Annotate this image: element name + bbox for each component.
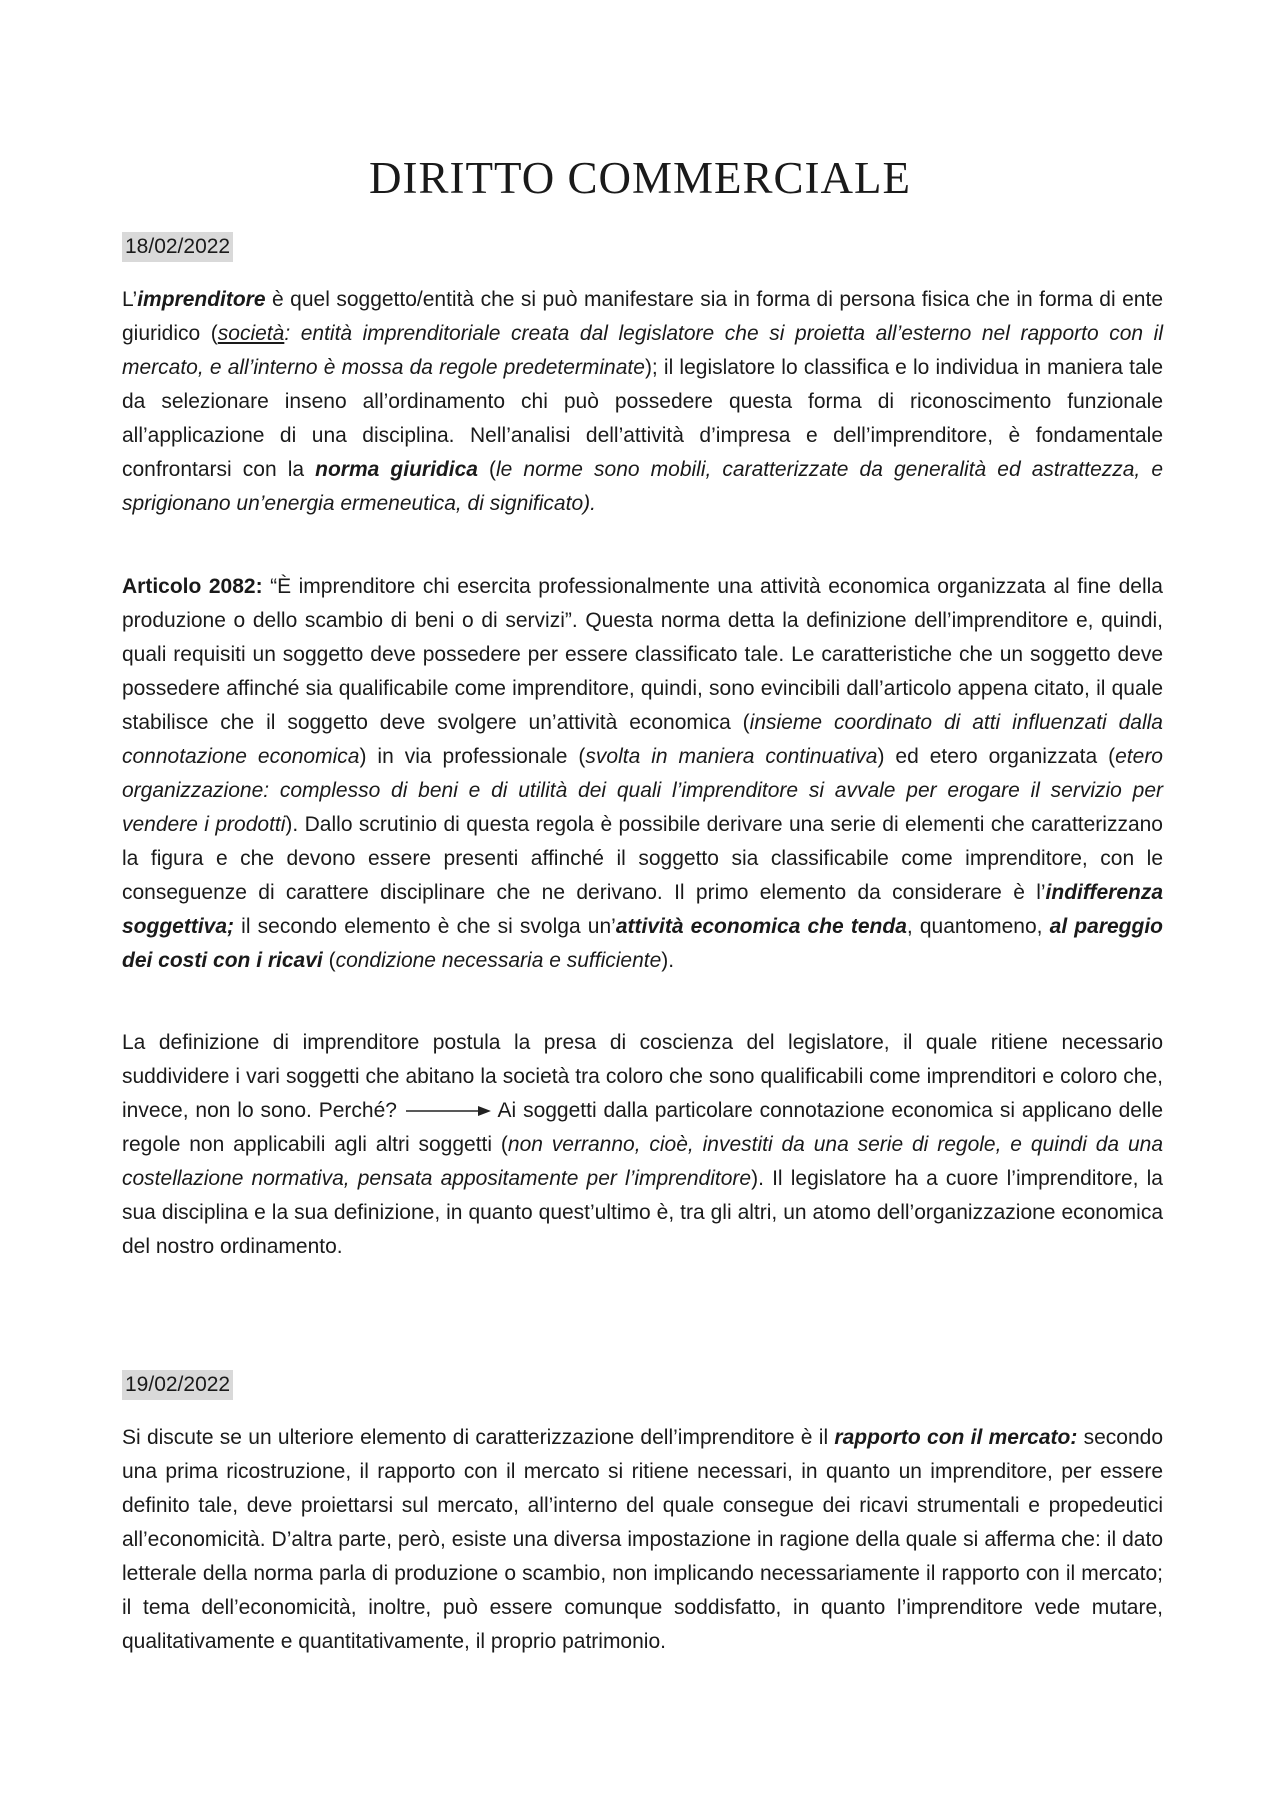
section-date: 19/02/2022 xyxy=(122,1370,233,1400)
document-title: DIRITTO COMMERCIALE xyxy=(369,153,911,203)
paragraph-imprenditore: L’imprenditore è quel soggetto/entità che si può manifestare sia in forma di persona fisica che in forma di ente giuridico (società: entità imprenditoriale creata dal legislatore che si proietta all’esterno nel rapporto con il mercato, e all’interno è mossa da regole predeterminate); il legislatore lo classifica e lo individua in maniera tale da selezionare inseno all’ordinamento chi può possedere questa forma di riconoscimento funzionale all’applicazione di una disciplina. Nell’analisi dell’attività d’impresa e dell’imprenditore, è fondamentale confrontarsi con la norma giuridica (le norme sono mobili, caratterizzate da generalità ed astrattezza, e sprigionano un’energia ermeneutica, di significato). xyxy=(122,288,1164,515)
paragraph-articolo-2082: Articolo 2082: “È imprenditore chi esercita professionalmente una attività economica organizzata al fine della produzione o dello scambio di beni o di servizi”. Questa norma detta la definizione dell’imprenditore e, quindi, quali requisiti un soggetto deve possedere per essere classificato tale. Le caratteristiche che un soggetto deve possedere affinché sia qualificabile come imprenditore, quindi, sono evincibili dall’articolo appena citato, il quale stabilisce che il soggetto deve svolgere un’attività economica (insieme coordinato di atti influenzati dalla connotazione economica) in via professionale (svolta in maniera continuativa) ed etero organizzata (etero organizzazione: complesso di beni e di utilità dei quali l’imprenditore si avvale per erogare il servizio per vendere i prodotti). Dallo scrutinio di questa regola è possibile derivare una serie di elementi che caratterizzano la figura e che devono essere presenti affinché il soggetto sia classificabile come imprenditore, con le conseguenze di carattere disciplinare che ne derivano. Il primo elemento da considerare è l’indifferenza soggettiva; il secondo elemento è che si svolga un’attività economica che tenda, quantomeno, al pareggio dei costi con i ricavi (condizione necessaria e sufficiente). xyxy=(122,575,1163,972)
paragraph-rapporto-mercato: Si discute se un ulteriore elemento di caratterizzazione dell’imprenditore è il rapporto con il mercato: secondo una prima ricostruzione, il rapporto con il mercato si ritiene necessari, in quanto un imprenditore, per essere definito tale, deve proiettarsi sul mercato, all’interno del quale consegue dei ricavi strumentali e propedeutici all’economicità. D’altra parte, però, esiste una diversa impostazione in ragione della quale si afferma che: il dato letterale della norma parla di produzione o scambio, non implicando necessariamente il rapporto con il mercato; il tema dell’economicità, inoltre, può essere comunque soddisfatto, in quanto l’imprenditore vede mutare, qualitativamente e quantitativamente, il proprio patrimonio. xyxy=(122,1426,1164,1653)
arrow-right-icon xyxy=(404,1105,492,1117)
paragraph-definizione: La definizione di imprenditore postula la presa di coscienza del legislatore, il quale ritiene necessario suddividere i vari soggetti che abitano la società tra coloro che sono qualificabili come imprenditori e coloro che, invece, non lo sono. Perché? Ai soggetti dalla particolare connotazione economica si applicano delle regole non applicabili agli altri soggetti (non verranno, cioè, investiti da una serie di regole, e quindi da una costellazione normativa, pensata appositamente per l’imprenditore). Il legislatore ha a cuore l’imprenditore, la sua disciplina e la sua definizione, in quanto quest’ultimo è, tra gli altri, un atomo dell’organizzazione economica del nostro ordinamento. xyxy=(122,1031,1164,1258)
section-date: 18/02/2022 xyxy=(122,232,233,262)
